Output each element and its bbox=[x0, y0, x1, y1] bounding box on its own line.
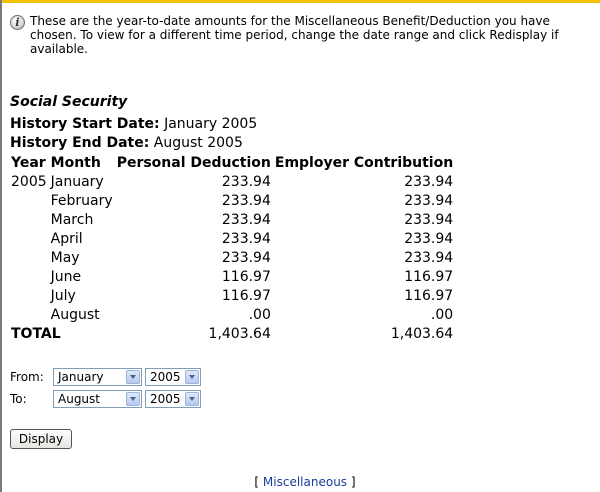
history-start-value: January 2005 bbox=[164, 116, 258, 132]
history-start-row bbox=[10, 116, 257, 132]
total-employer: 1,403.64 bbox=[390, 325, 454, 342]
row-personal: 233.94 bbox=[221, 192, 271, 209]
amounts-table bbox=[9, 153, 455, 343]
row-employer: 116.97 bbox=[404, 268, 454, 285]
info-text: These are the year-to-date amounts for the Miscellaneous Benefit/Deduction you have chosen. To view for a different time period, change the date range and click Redisplay if available. bbox=[30, 14, 559, 56]
row-personal: 116.97 bbox=[221, 287, 271, 304]
chevron-down-icon bbox=[185, 370, 199, 384]
table-row bbox=[9, 210, 455, 229]
row-employer: 233.94 bbox=[404, 230, 454, 247]
to-year-value: 2005 bbox=[150, 392, 181, 406]
display-button[interactable]: Display bbox=[10, 429, 72, 449]
row-personal: 233.94 bbox=[221, 230, 271, 247]
row-month: June bbox=[50, 268, 82, 285]
row-month: January bbox=[50, 173, 104, 190]
row-employer: 233.94 bbox=[404, 211, 454, 228]
header-employer-contribution: Employer Contribution bbox=[274, 154, 454, 171]
row-personal: 233.94 bbox=[221, 173, 271, 190]
footer-bracket-close: ] bbox=[350, 475, 356, 489]
chevron-down-icon bbox=[126, 392, 140, 406]
chevron-down-icon bbox=[126, 370, 140, 384]
row-month: March bbox=[50, 211, 94, 228]
total-personal: 1,403.64 bbox=[208, 325, 271, 342]
row-personal: 116.97 bbox=[221, 268, 271, 285]
table-row bbox=[9, 191, 455, 210]
total-label: TOTAL bbox=[11, 325, 61, 342]
table-row bbox=[9, 305, 455, 324]
section-title: Social Security bbox=[10, 94, 128, 110]
miscellaneous-link[interactable]: Miscellaneous bbox=[262, 475, 348, 489]
chevron-down-icon bbox=[185, 392, 199, 406]
header-personal-deduction: Personal Deduction bbox=[116, 154, 271, 171]
to-month-value: August bbox=[58, 392, 100, 406]
row-employer: .00 bbox=[430, 306, 454, 323]
row-year: 2005 bbox=[11, 173, 47, 190]
row-employer: 233.94 bbox=[404, 173, 454, 190]
from-year-value: 2005 bbox=[150, 370, 181, 384]
row-personal: 233.94 bbox=[221, 211, 271, 228]
to-month-select[interactable] bbox=[53, 390, 142, 408]
from-year-select[interactable] bbox=[145, 368, 201, 386]
row-employer: 233.94 bbox=[404, 249, 454, 266]
top-accent-bar bbox=[2, 0, 600, 3]
to-label: To: bbox=[10, 392, 27, 406]
footer-bracket-open: [ bbox=[254, 475, 260, 489]
table-row bbox=[9, 229, 455, 248]
to-year-select[interactable] bbox=[145, 390, 201, 408]
history-end-value: August 2005 bbox=[153, 135, 243, 151]
left-border bbox=[0, 0, 2, 492]
header-month: Month bbox=[50, 154, 101, 171]
row-month: April bbox=[50, 230, 83, 247]
row-month: August bbox=[50, 306, 100, 323]
header-year: Year bbox=[11, 154, 46, 171]
history-end-label: History End Date: bbox=[10, 135, 150, 151]
row-employer: 116.97 bbox=[404, 287, 454, 304]
history-start-label: History Start Date: bbox=[10, 116, 160, 132]
history-end-row bbox=[10, 135, 243, 151]
row-personal: .00 bbox=[248, 306, 271, 323]
info-message bbox=[10, 14, 570, 56]
footer-nav bbox=[0, 475, 600, 489]
info-icon: i bbox=[10, 15, 25, 30]
row-month: July bbox=[50, 287, 76, 304]
from-label: From: bbox=[10, 370, 44, 384]
row-employer: 233.94 bbox=[404, 192, 454, 209]
from-month-value: January bbox=[58, 370, 104, 384]
table-row bbox=[9, 248, 455, 267]
table-row bbox=[9, 172, 455, 191]
row-month: February bbox=[50, 192, 113, 209]
table-row bbox=[9, 286, 455, 305]
table-total-row bbox=[9, 324, 455, 343]
row-month: May bbox=[50, 249, 80, 266]
table-header-row bbox=[9, 153, 455, 172]
row-personal: 233.94 bbox=[221, 249, 271, 266]
from-month-select[interactable] bbox=[53, 368, 142, 386]
table-row bbox=[9, 267, 455, 286]
